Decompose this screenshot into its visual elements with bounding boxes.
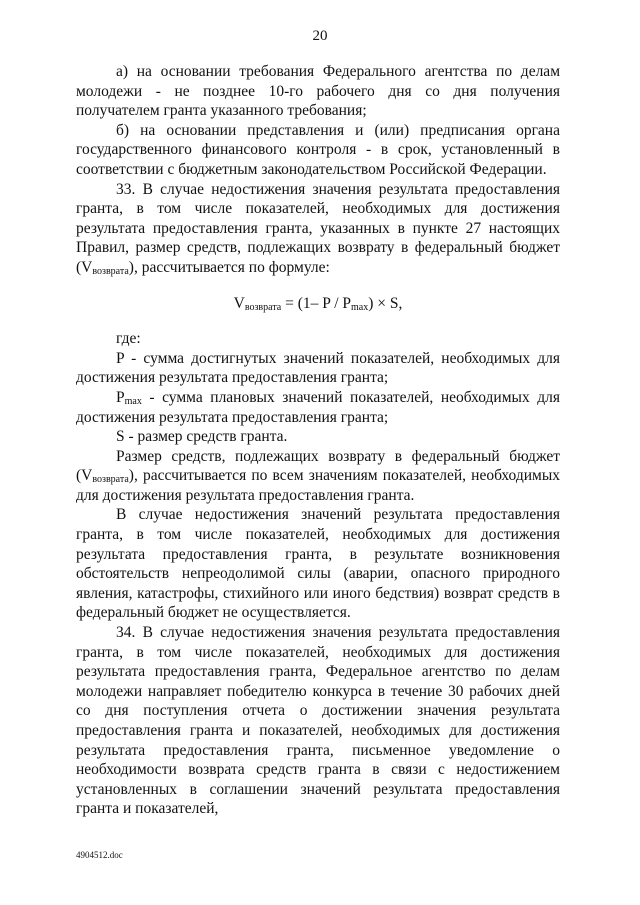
- paragraph-a: а) на основании требования Федерального агентства по делам молодежи - не позднее 10-го рабочего дня со дня получения получателем гранта указанного требования;: [76, 63, 560, 120]
- page-number: 20: [312, 28, 328, 44]
- pmax-subscript: max: [124, 395, 142, 407]
- definition-pmax: [76, 388, 560, 427]
- pmax-symbol: P: [116, 388, 125, 406]
- formula-middle: = (1– P / P: [281, 294, 351, 312]
- refund-size-paragraph: [76, 447, 560, 506]
- force-majeure-paragraph: В случае недостижения значений результата предоставления гранта, в том числе показателей, необходимых для достижения результата предоставления гранта, в результате возникновения обстоятельств непреодолимой силы (аварии, опасного природного явления, катастрофы, стихийного или иного бедствия) возврат средств в федеральный бюджет не осуществляется.: [76, 506, 560, 622]
- paragraph-b: б) на основании представления и (или) предписания органа государственного финансового контроля - в срок, установленный в соответствии с бюджетным законодательством Российской Федерации.: [76, 121, 560, 178]
- refund-size-end: ), рассчитывается по всем значениям показателей, необходимых для достижения результата предоставления гранта.: [76, 467, 560, 504]
- paragraph-33-end: ), рассчитывается по формуле:: [128, 258, 330, 276]
- formula-v: V: [233, 294, 245, 312]
- formula-v-subscript: возврата: [244, 301, 282, 313]
- refund-size-text: Размер средств, подлежащих возврату в федеральный бюджет (V: [76, 447, 560, 485]
- definition-s: S - размер средств гранта.: [116, 428, 288, 446]
- formula-end: ) × S,: [368, 294, 403, 312]
- paragraph-34: 34. В случае недостижения значения результата предоставления гранта, в том числе показателей, необходимых для достижения результата предоставления гранта, Федеральное агентство по делам молодежи направляет победителю конкурса в течение 30 рабочих дней со дня поступления отчета о достижении значения результата предоставления гранта и показателей, необходимых для достижения результата предоставления гранта, письменное уведомление о необходимости возврата средств гранта в связи с недостижением установленных в соглашении значений результата предоставления гранта и показателей,: [76, 624, 560, 818]
- document-body: [76, 62, 560, 819]
- formula-max-subscript: max: [351, 301, 369, 313]
- where-label: где:: [116, 330, 141, 348]
- pmax-text: - сумма плановых значений показателей, необходимых для достижения результата предоставления гранта;: [76, 388, 560, 426]
- refund-size-subscript: возврата: [92, 474, 129, 486]
- file-name: 4904512.doc: [76, 850, 123, 860]
- refund-formula: [76, 294, 560, 314]
- paragraph-33-subscript: возврата: [92, 265, 129, 277]
- paragraph-33-text: 33. В случае недостижения значения результата предоставления гранта, в том числе показателей, необходимых для достижения результата предоставления гранта, указанных в пункте 27 настоящих Правил, размер средств, подлежащих возврату в федеральный бюджет (V: [76, 180, 560, 276]
- paragraph-33: [76, 180, 560, 278]
- definition-p: P - сумма достигнутых значений показателей, необходимых для достижения результата предоставления гранта;: [76, 349, 560, 387]
